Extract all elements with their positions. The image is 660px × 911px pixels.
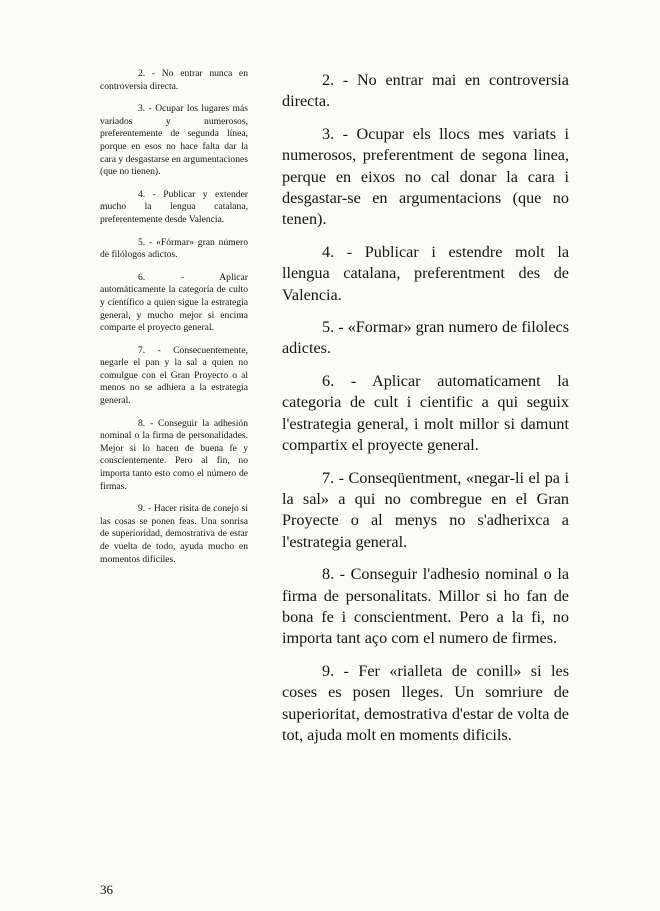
valencian-paragraph-6: 6. - Aplicar automaticament la categoria de cult i cientific a qui seguix l'estrategia general, i molt millor si damunt compartix el proyecte general.: [282, 371, 569, 455]
spanish-column: [100, 68, 248, 576]
valencian-column: [282, 70, 569, 757]
spanish-paragraph-3: 3. - Ocupar los lugares más variados y numerosos, preferentemente de segunda línea, porque en esos no hace falta dar la cara y desgastarse en argumentaciones (que no tienen).: [100, 103, 248, 178]
valencian-paragraph-2: 2. - No entrar mai en controversia directa.: [282, 71, 569, 111]
page-number: 36: [100, 882, 113, 897]
spanish-paragraph-2: 2. - No entrar nunca en controversia directa.: [100, 68, 248, 92]
spanish-paragraph-4: 4. - Publicar y extender mucho la lengua catalana, preferentemente desde Valencia.: [100, 188, 248, 225]
valencian-paragraph-8: 8. - Conseguir l'adhesio nominal o la firma de personalitats. Millor si ho fan de bona fe i conscientment. Pero a la fi, no importa tant aço com el numero de firmes.: [282, 565, 569, 648]
spanish-paragraph-6: 6. - Aplicar automáticamente la categoría de culto y científico a quien sigue la estrategia general, y mucho mejor si encima comparte el proyecto general.: [100, 271, 248, 334]
spanish-paragraph-7: 7. - Consecuentemente, negarle el pan y la sal a quien no comulgue con el Gran Proyecto o al menos no se adhiera a la estrategia general.: [100, 344, 248, 407]
spanish-paragraph-9: 9. - Hacer risita de conejo si las cosas se ponen feas. Una sonrisa de superioridad, demostrativa de estar de vuelta de todo, ayuda mucho en momentos difíciles.: [100, 503, 248, 565]
valencian-paragraph-4: 4. - Publicar i estendre molt la llengua catalana, preferentment des de Valencia.: [282, 242, 569, 304]
valencian-paragraph-7: 7. - Conseqüentment, «negar-li el pa i la sal» a qui no combregue en el Gran Proyecte o al menys no s'adherixca a l'estrategia general.: [282, 468, 569, 551]
valencian-paragraph-9: 9. - Fer «rialleta de conill» si les coses es posen lleges. Un somriure de superioritat, demostrativa d'estar de volta de tot, ajuda molt en moments dificils.: [282, 661, 569, 744]
spanish-paragraph-8: 8. - Conseguir la adhesión nominal o la firma de personalidades. Mejor si lo hacen de buena fe y conscientemente. Pero al fin, no importa tanto esto como el número de firmas.: [100, 417, 248, 492]
valencian-paragraph-5: 5. - «Formar» gran numero de filolecs adictes.: [282, 318, 569, 358]
valencian-paragraph-3: 3. - Ocupar els llocs mes variats i numerosos, preferentment de segona linea, perque en eixos no cal donar la cara i desgastar-se en argumentacions (que no tenen).: [282, 124, 569, 229]
spanish-paragraph-5: 5. - «Fórmar» gran número de filólogos adictos.: [100, 236, 248, 261]
